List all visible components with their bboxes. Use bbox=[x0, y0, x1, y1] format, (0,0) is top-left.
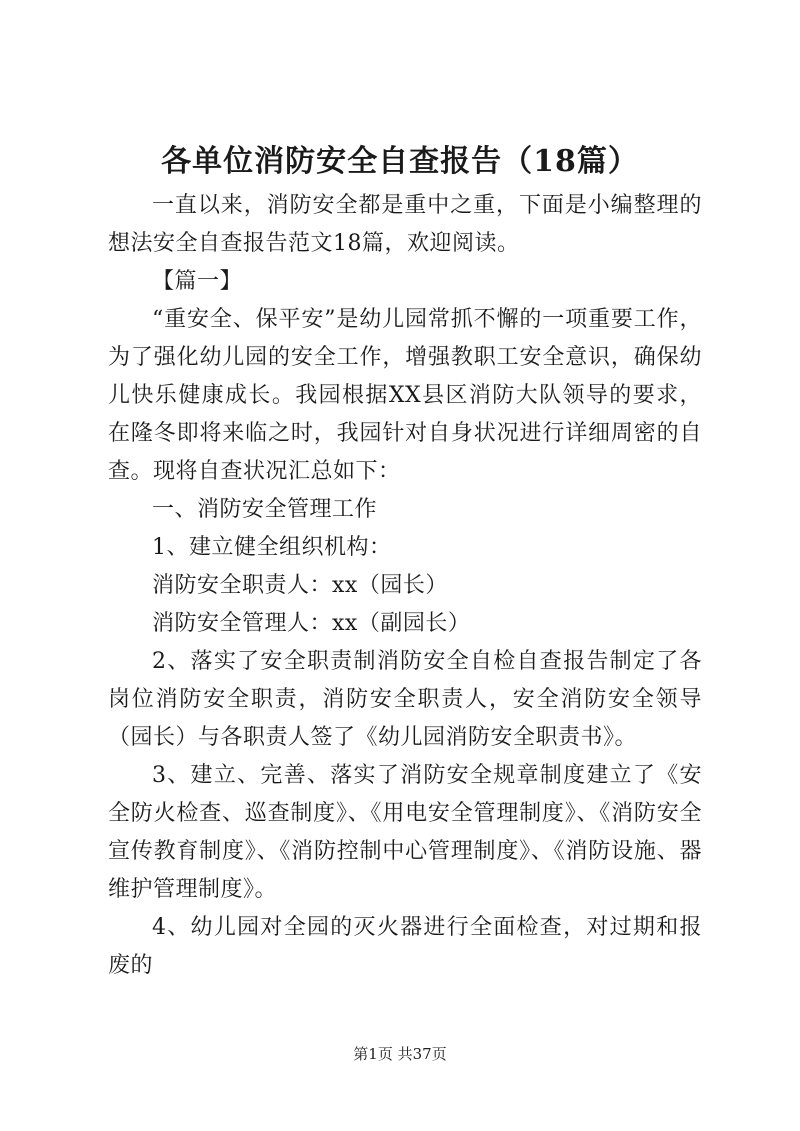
body-paragraph: “重安全、保平安”是幼儿园常抓不懈的一项重要工作，为了强化幼儿园的安全工作，增强教职工安全意识，确保幼儿快乐健康成长。我园根据XX县区消防大队领导的要求，在隆冬即将来临之时，我园针对自身状况进行详细周密的自查。现将自查状况汇总如下： bbox=[108, 307, 702, 484]
page-footer: 第1页 共37页 bbox=[353, 1045, 447, 1063]
list-item: 消防安全职责人：xx（园长） bbox=[152, 573, 448, 598]
body-paragraph: 2、落实了安全职责制消防安全自检自查报告制定了各岗位消防安全职责，消防安全职责人，安全消防安全领导（园长）与各职责人签了《幼儿园消防安全职责书》。 bbox=[108, 649, 702, 750]
intro-paragraph: 一直以来，消防安全都是重中之重，下面是小编整理的想法安全自查报告范文18篇，欢迎阅读。 bbox=[108, 193, 702, 256]
document-body bbox=[108, 187, 702, 985]
list-item: 消防安全管理人：xx（副园长） bbox=[152, 611, 471, 636]
list-item: 1、建立健全组织机构： bbox=[152, 535, 392, 560]
body-paragraph: 4、幼儿园对全园的灭火器进行全面检查，对过期和报废的 bbox=[108, 915, 702, 978]
section-heading: 【篇一】 bbox=[152, 269, 243, 294]
page-title: 各单位消防安全自查报告（18篇） bbox=[161, 144, 639, 179]
body-paragraph: 3、建立、完善、落实了消防安全规章制度建立了《安全防火检查、巡查制度》、《用电安全管理制度》、《消防安全宣传教育制度》、《消防控制中心管理制度》、《消防设施、器维护管理制度》。 bbox=[108, 763, 702, 902]
subsection-heading: 一、消防安全管理工作 bbox=[152, 497, 378, 522]
